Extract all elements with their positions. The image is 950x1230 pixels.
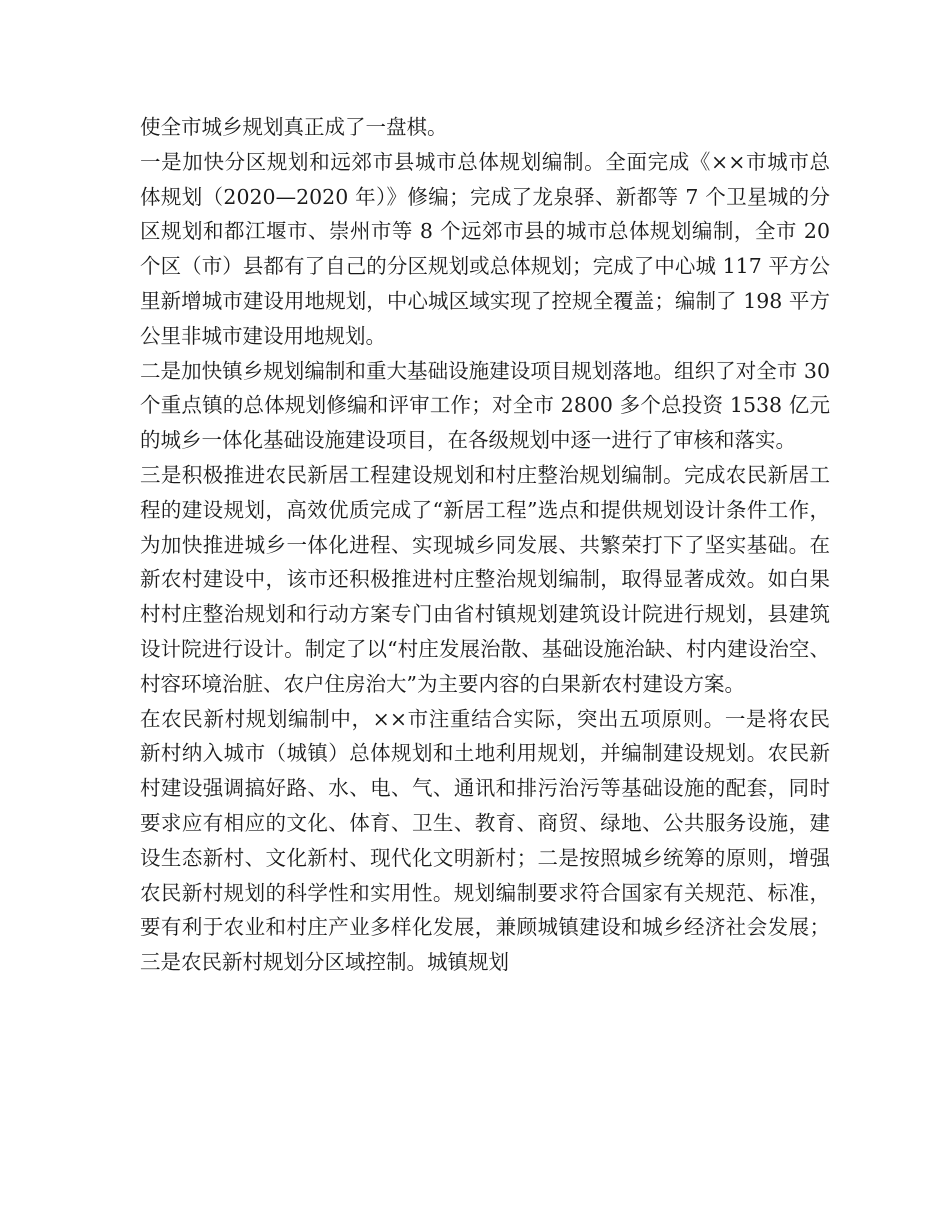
paragraph-4: 三是积极推进农民新居工程建设规划和村庄整治规划编制。完成农民新居工程的建设规划，高效优质完成了“新居工程”选点和提供规划设计条件工作，为加快推进城乡一体化进程、实现城乡同发展、共繁荣打下了坚实基础。在新农村建设中，该市还积极推进村庄整治规划编制，取得显著成效。如白果村村庄整治规划和行动方案专门由省村镇规划建筑设计院进行规划，县建筑设计院进行设计。制定了以“村庄发展治散、基础设施治缺、村内建设治空、村容环境治脏、农户住房治大”为主要内容的白果新农村建设方案。 — [140, 462, 830, 696]
paragraph-3: 二是加快镇乡规划编制和重大基础设施建设项目规划落地。组织了对全市 30 个重点镇的总体规划修编和评审工作；对全市 2800 多个总投资 1538 亿元的城乡一体化基础设施建设项目，在各级规划中逐一进行了审核和落实。 — [140, 358, 837, 453]
document-page — [140, 110, 837, 980]
paragraph-2: 一是加快分区规划和远郊市县城市总体规划编制。全面完成《××市城市总体规划（2020—2020 年）》修编；完成了龙泉驿、新都等 7 个卫星城的分区规划和都江堰市、崇州市等 8 个远郊市县的城市总体规划编制，全市 20 个区（市）县都有了自己的分区规划或总体规划；完成了中心城 117 平方公里新增城市建设用地规划，中心城区域实现了控规全覆盖；编制了 198 平方公里非城市建设用地规划。 — [140, 149, 837, 348]
paragraph-5: 在农民新村规划编制中，××市注重结合实际，突出五项原则。一是将农民新村纳入城市（城镇）总体规划和土地利用规划，并编制建设规划。农民新村建设强调搞好路、水、电、气、通讯和排污治污等基础设施的配套，同时要求应有相应的文化、体育、卫生、教育、商贸、绿地、公共服务设施，建设生态新村、文化新村、现代化文明新村；二是按照城乡统筹的原则，增强农民新村规划的科学性和实用性。规划编制要求符合国家有关规范、标准，要有利于农业和村庄产业多样化发展，兼顾城镇建设和城乡经济社会发展；三是农民新村规划分区域控制。城镇规划 — [140, 706, 830, 975]
paragraph-1: 使全市城乡规划真正成了一盘棋。 — [140, 115, 448, 139]
